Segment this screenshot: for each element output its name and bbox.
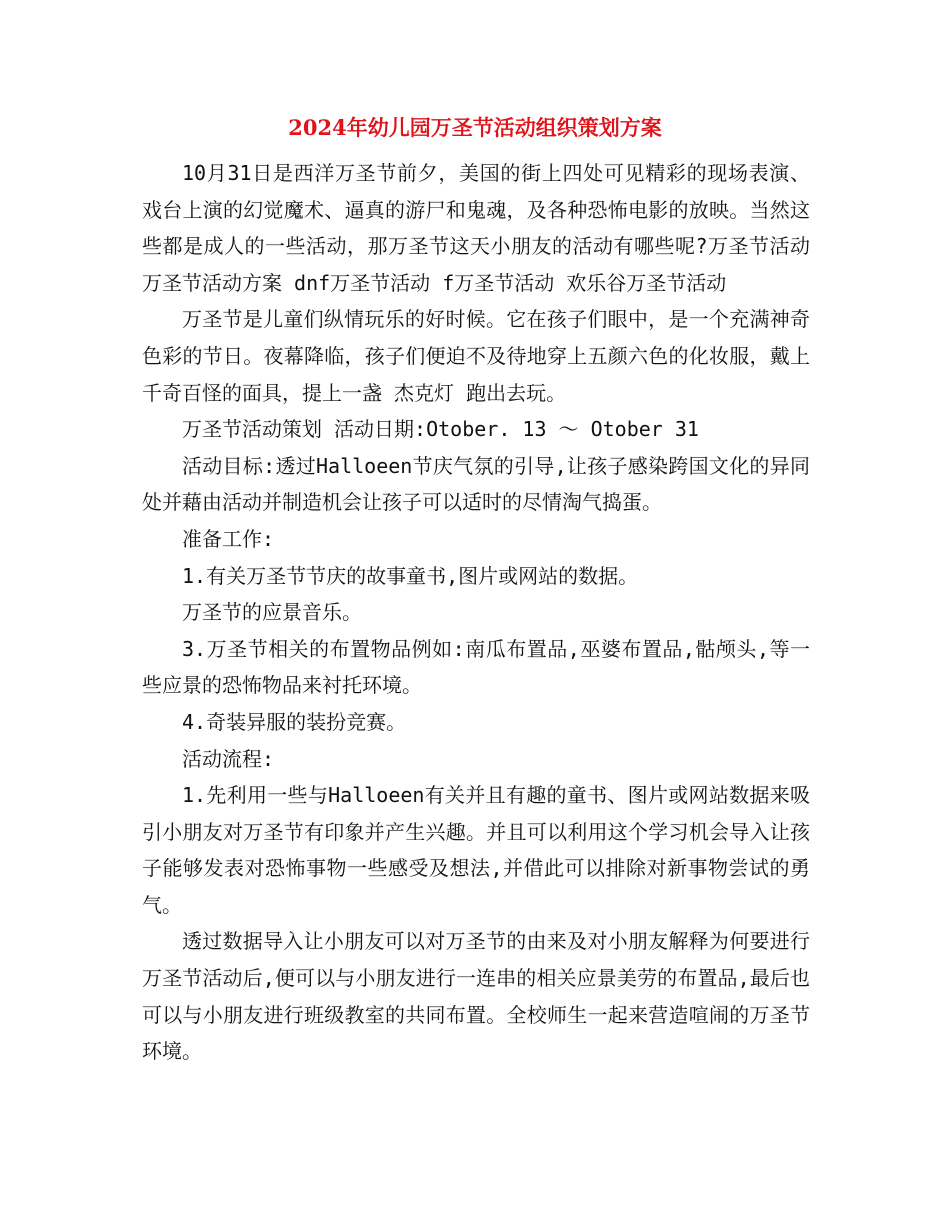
paragraph-process-detail: 透过数据导入让小朋友可以对万圣节的由来及对小朋友解释为何要进行万圣节活动后,便可以与小朋友进行一连串的相关应景美劳的布置品,最后也可以与小朋友进行班级教室的共同布置。全校师生一起来营造喧闹的万圣节环境。 bbox=[142, 929, 810, 1064]
list-item-prep-2: 万圣节的应景音乐。 bbox=[182, 600, 362, 625]
list-item-process-1: 1.先利用一些与Halloeen有关并且有趣的童书、图片或网站数据来吸引小朋友对万圣节有印象并产生兴趣。并且可以利用这个学习机会导入让孩子能够发表对恐怖事物一些感受及想法,并借此可以排除对新事物尝试的勇气。 bbox=[142, 783, 810, 917]
list-item-prep-1: 1.有关万圣节节庆的故事童书,图片或网站的数据。 bbox=[182, 563, 639, 588]
heading-preparation: 准备工作: bbox=[182, 526, 275, 551]
paragraph-activity-goal: 活动目标:透过Halloeen节庆气氛的引导,让孩子感染跨国文化的异同处并藉由活动并制造机会让孩子可以适时的尽情淘气捣蛋。 bbox=[142, 453, 810, 515]
paragraph-activity-date: 万圣节活动策划 活动日期:Otober. 13 ～ Otober 31 bbox=[182, 417, 699, 442]
document-body bbox=[142, 155, 810, 1070]
heading-process: 活动流程: bbox=[182, 746, 275, 771]
list-item-prep-4: 4.奇装异服的装扮竞赛。 bbox=[182, 709, 407, 734]
paragraph-intro: 10月31日是西洋万圣节前夕，美国的街上四处可见精彩的现场表演、戏台上演的幻觉魔术、逼真的游尸和鬼魂，及各种恐怖电影的放映。当然这些都是成人的一些活动，那万圣节这天小朋友的活动有哪些呢?万圣节活动 万圣节活动方案 dnf万圣节活动 f万圣节活动 欢乐谷万圣节活动 bbox=[142, 161, 810, 295]
paragraph-description: 万圣节是儿童们纵情玩乐的好时候。它在孩子们眼中，是一个充满神奇色彩的节日。夜幕降临，孩子们便迫不及待地穿上五颜六色的化妆服，戴上千奇百怪的面具，提上一盏 杰克灯 跑出去玩。 bbox=[142, 307, 810, 405]
document-title: 2024年幼儿园万圣节活动组织策划方案 bbox=[288, 115, 662, 140]
list-item-prep-3: 3.万圣节相关的布置物品例如:南瓜布置品,巫婆布置品,骷颅头,等一些应景的恐怖物品来衬托环境。 bbox=[142, 636, 810, 698]
